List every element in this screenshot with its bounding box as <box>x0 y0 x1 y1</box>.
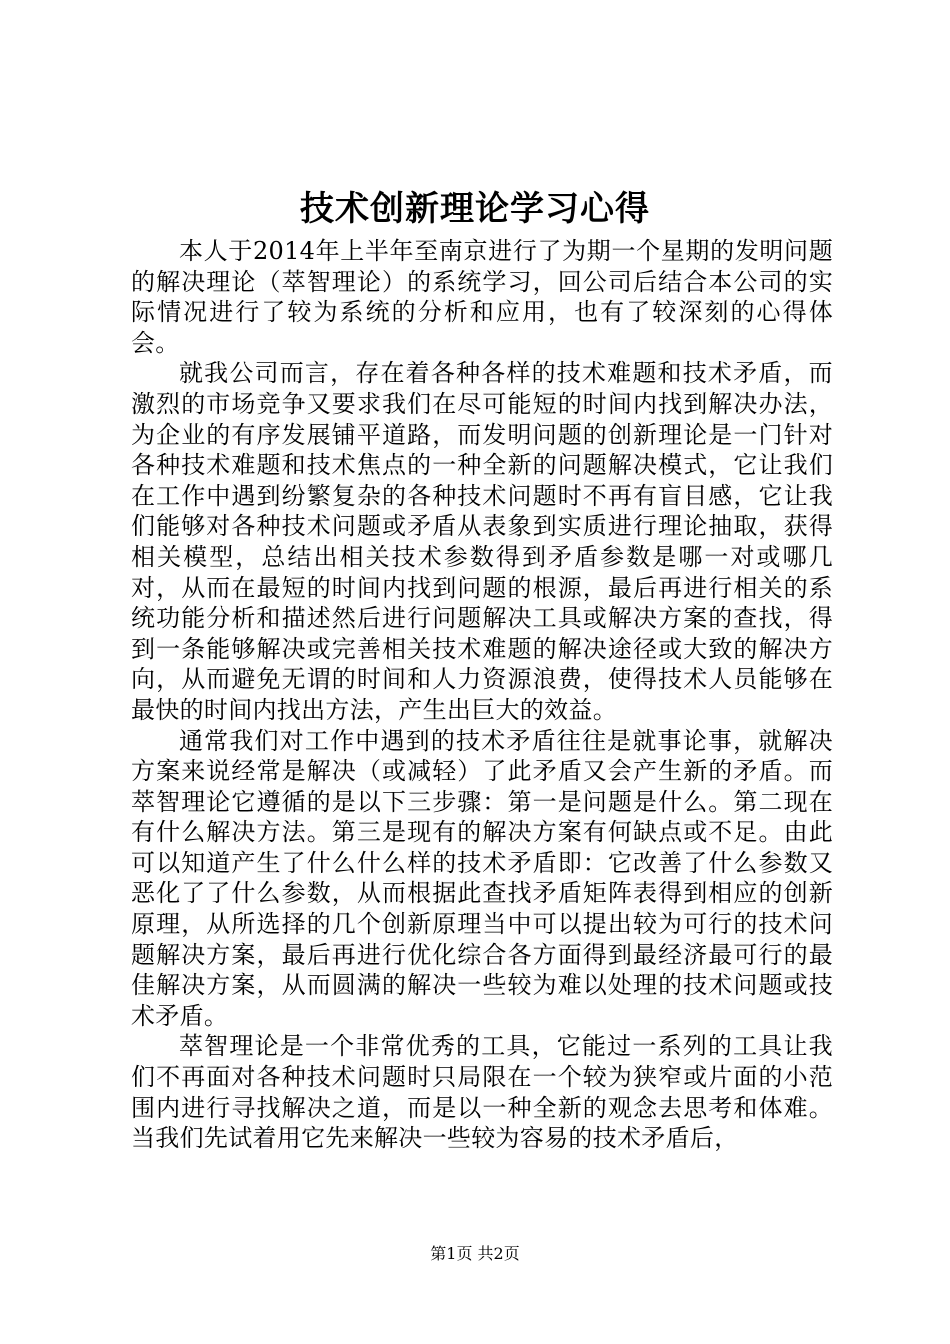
page-number-footer: 第1页 共2页 <box>430 1244 520 1263</box>
paragraph-intro: 本人于2014年上半年至南京进行了为期一个星期的发明问题的解决理论（萃智理论）的系统学习，回公司后结合本公司的实际情况进行了较为系统的分析和应用，也有了较深刻的心得体会。 <box>131 237 833 357</box>
page-title: 技术创新理论学习心得 <box>300 189 650 229</box>
paragraph-triz-steps: 通常我们对工作中遇到的技术矛盾往往是就事论事，就解决方案来说经常是解决（或减轻）了此矛盾又会产生新的矛盾。而萃智理论它遵循的是以下三步骤：第一是问题是什么。第二现在有什么解决方法。第三是现有的解决方案有何缺点或不足。由此可以知道产生了什么什么样的技术矛盾即：它改善了什么参数又恶化了了什么参数，从而根据此查找矛盾矩阵表得到相应的创新原理，从所选择的几个创新原理当中可以提出较为可行的技术问题解决方案，最后再进行优化综合各方面得到最经济最可行的最佳解决方案，从而圆满的解决一些较为难以处理的技术问题或技术矛盾。 <box>131 726 833 1030</box>
paragraph-company-challenges: 就我公司而言，存在着各种各样的技术难题和技术矛盾，而激烈的市场竞争又要求我们在尽可能短的时间内找到解决办法，为企业的有序发展铺平道路，而发明问题的创新理论是一门针对各种技术难题和技术焦点的一种全新的问题解决模式，它让我们在工作中遇到纷繁复杂的各种技术问题时不再有盲目感，它让我们能够对各种技术问题或矛盾从表象到实质进行理论抽取，获得相关模型，总结出相关技术参数得到矛盾参数是哪一对或哪几对，从而在最短的时间内找到问题的根源，最后再进行相关的系统功能分析和描述然后进行问题解决工具或解决方案的查找，得到一条能够解决或完善相关技术难题的解决途径或大致的解决方向，从而避免无谓的时间和人力资源浪费，使得技术人员能够在最快的时间内找出方法，产生出巨大的效益。 <box>131 359 833 724</box>
document-body <box>131 236 833 1154</box>
paragraph-triz-tool: 萃智理论是一个非常优秀的工具，它能过一系列的工具让我们不再面对各种技术问题时只局限在一个较为狭窄或片面的小范围内进行寻找解决之道，而是以一种全新的观念去思考和体难。当我们先试着用它先来解决一些较为容易的技术矛盾后， <box>131 1032 833 1153</box>
